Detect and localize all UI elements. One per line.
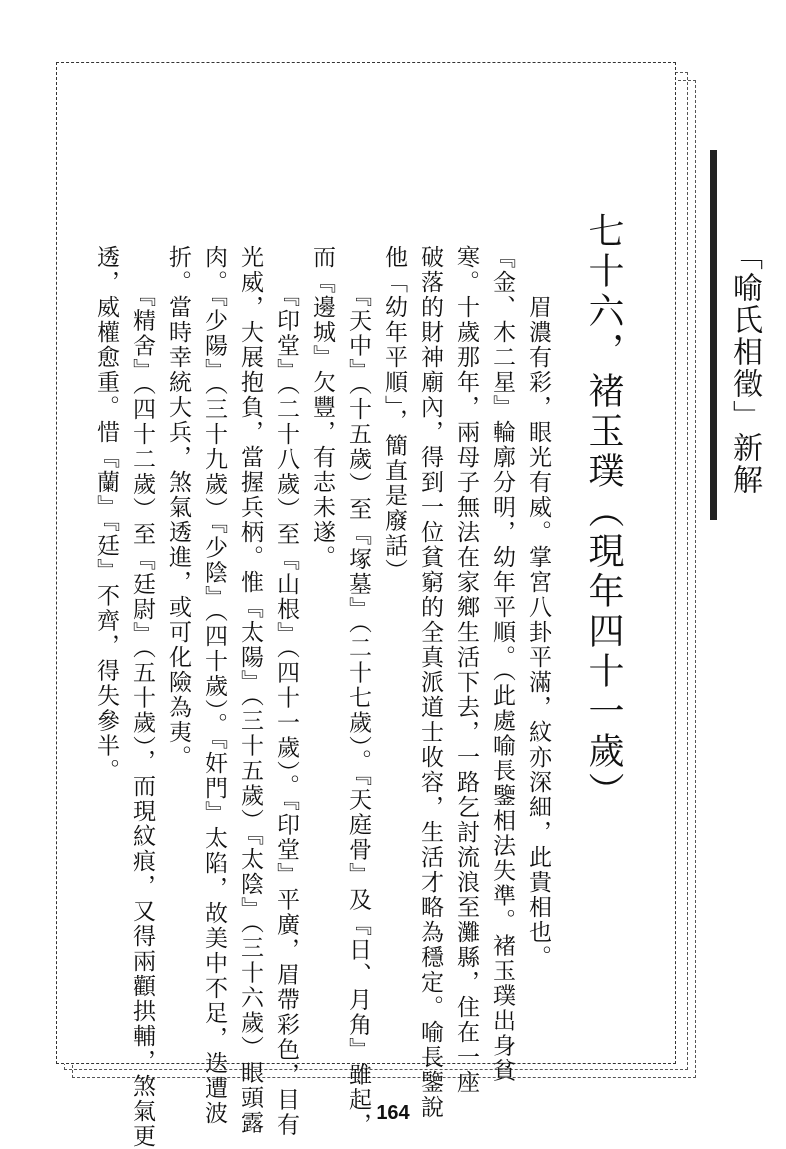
text-column-12: 『精舍』（四十二歲）至『廷尉』（五十歲），而現紋痕，又得兩顴拱輔，煞氣更 xyxy=(129,245,155,1149)
text-column-11: 折。當時幸統大兵，煞氣透進，或可化險為夷。 xyxy=(165,245,191,770)
text-column-2: 『金、木二星』輪廓分明，幼年平順。（此處喻長鑒相法失準。褚玉璞出身貧 xyxy=(489,245,515,1084)
text-column-4: 破落的財神廟內，得到一位貧窮的全真派道士收容，生活才略為穩定。喻長鑒說 xyxy=(417,245,443,1120)
page-number: 164 xyxy=(376,1102,410,1124)
text-column-9: 光威，大展抱負，當握兵柄。惟『太陽』（三十五歲）『太陰』（三十六歲）眼頭露 xyxy=(237,245,263,1136)
text-column-10: 肉。『少陽』（三十九歲）『少陰』（四十歲）。『奸門』太陷，故美中不足，迭遭波 xyxy=(201,245,227,1126)
text-column-5: 他「幼年平順」，簡直是廢話） xyxy=(381,245,407,584)
text-column-7: 而『邊城』欠豐，有志未遂。 xyxy=(309,245,335,570)
text-column-8: 『印堂』（二十八歲）至『山根』（四十一歲）。『印堂』平廣，眉帶彩色，目有 xyxy=(273,245,299,1138)
side-rule xyxy=(710,150,717,520)
text-column-13: 透，威權愈重。惜『蘭』『廷』不齊，得失參半。 xyxy=(93,245,119,784)
text-column-6: 『天中』（十五歲）至『塚墓』（二十七歲）。『天庭骨』及『日、月角』雖起， xyxy=(345,245,371,1138)
section-heading: 七十六，褚玉璞（現年四十一歲） xyxy=(583,212,624,812)
text-column-1: 眉濃有彩，眼光有威。掌宮八卦平滿，紋亦深細，此貴相也。 xyxy=(525,245,551,970)
text-column-3: 寒。十歲那年，兩母子無法在家鄉生活下去，一路乞討流浪至灘縣，住在一座 xyxy=(453,245,479,1095)
book-title: 「喻氏相徵」新解 xyxy=(727,240,762,496)
